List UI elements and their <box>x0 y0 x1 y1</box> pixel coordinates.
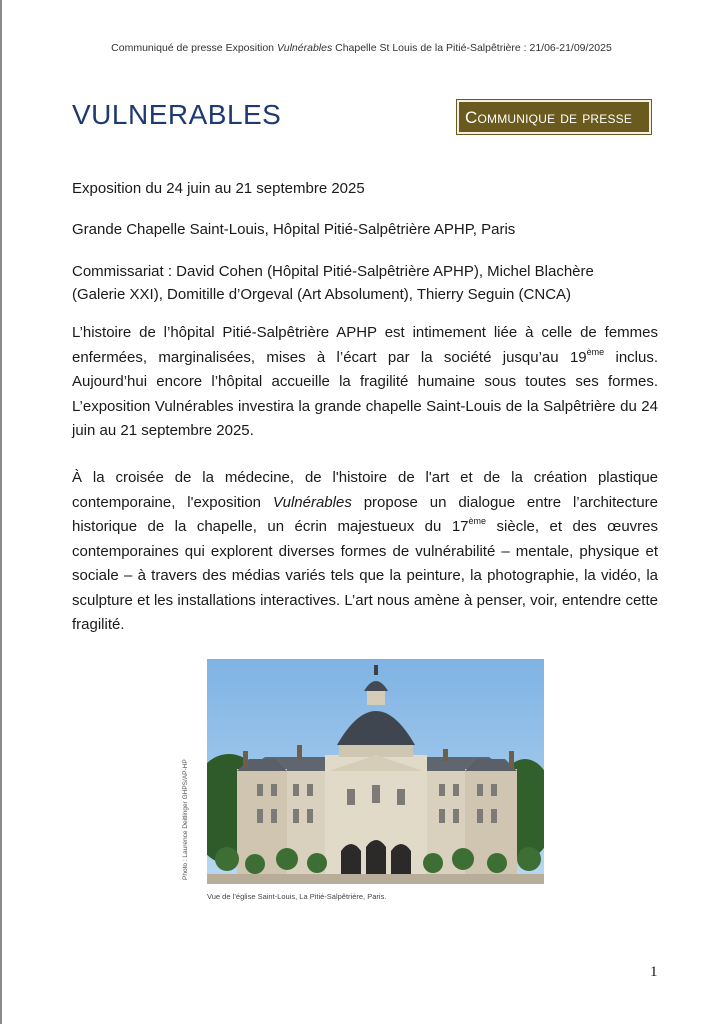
paragraph-exhibition: À la croisée de la médecine, de l'histoire de l'art et de la création plastique contemporaine, l'exposition Vulnérables propose un dialogue entre l’architecture historique de la chapelle, un écrin majestueux du 17ème siècle, et des œuvres contemporaines qui explorent diverses formes de vulnérabilité – mentale, physique et sociale – à travers des médias variés tels que la peinture, la photographie, la vidéo, la sculpture et les installations interactives. L’art nous amène à penser, voir, entendre cette fragilité. <box>72 469 658 633</box>
curators-line-1: Commissariat : David Cohen (Hôpital Pitié-Salpêtrière APHP), Michel Blachère <box>72 263 594 280</box>
exhibition-dates: Exposition du 24 juin au 21 septembre 2025 <box>72 180 365 197</box>
venue-line: Grande Chapelle Saint-Louis, Hôpital Pitié-Salpêtrière APHP, Paris <box>72 221 516 238</box>
photo-caption: Vue de l’église Saint-Louis, La Pitié-Salpêtrière, Paris. <box>207 892 387 901</box>
page-number: 1 <box>650 964 658 980</box>
running-header: Communiqué de presse Exposition Vulnérables Chapelle St Louis de la Pitié-Salpêtrière : 21/06-21/09/2025 <box>111 42 612 54</box>
document-title: VULNERABLES <box>72 99 282 130</box>
badge-label: Communique de presse <box>465 108 633 127</box>
chapel-photo <box>207 659 544 884</box>
curators-line-2: (Galerie XXI), Domitille d’Orgeval (Art Absolument), Thierry Seguin (CNCA) <box>72 286 572 303</box>
chapel-illustration <box>207 659 544 884</box>
page-edge <box>0 0 2 1024</box>
paragraph-history: L’histoire de l’hôpital Pitié-Salpêtrière APHP est intimement liée à celle de femmes enfermées, marginalisées, mises à l’écart par la société jusqu’au 19ème inclus. Aujourd’hui encore l’hôpital accueille la fragilité humaine sous toutes ses formes. L’exposition Vulnérables investira la grande chapelle Saint-Louis de la Salpêtrière du 24 juin au 21 septembre 2025. <box>72 324 658 439</box>
photo-credit: Photo : Laurence Deitlinger GHPS/AP-HP <box>182 759 189 880</box>
press-release-badge <box>457 100 651 134</box>
